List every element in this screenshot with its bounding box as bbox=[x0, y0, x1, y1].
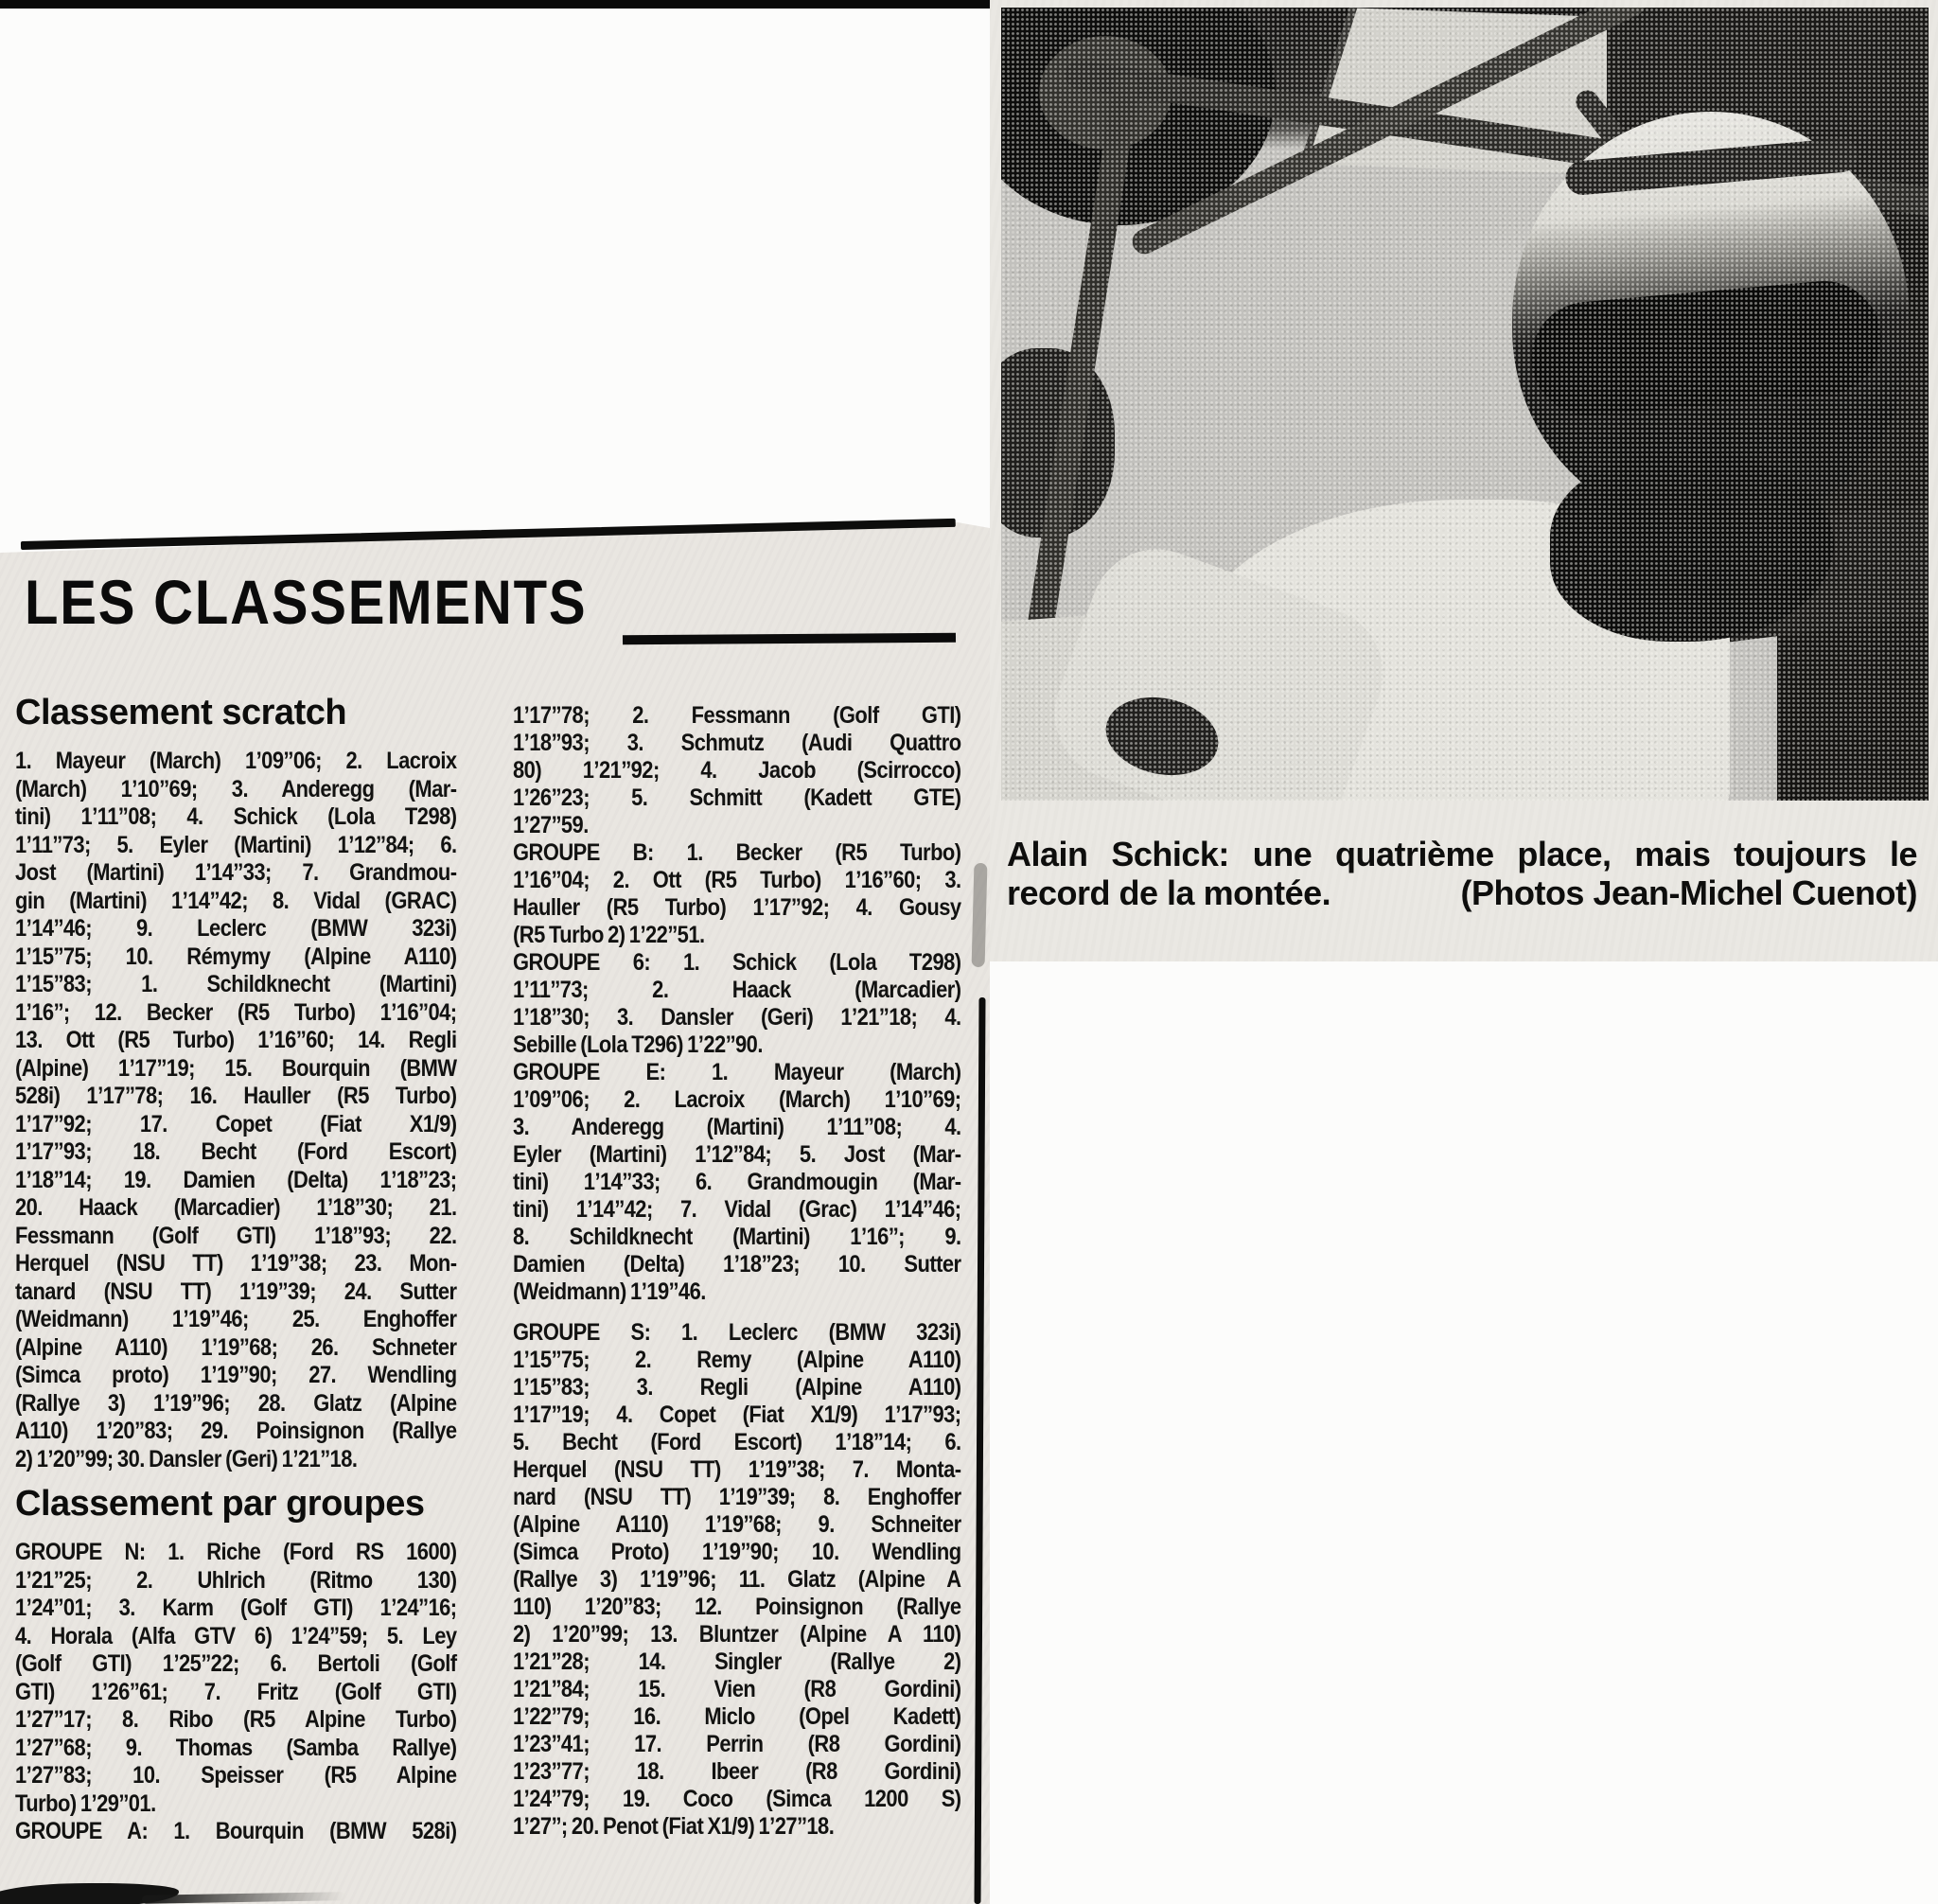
text-line: 80) 1’21’’92; 4. Jacob (Scirrocco) bbox=[513, 757, 961, 784]
text-line: Fessmann (Golf GTI) 1’18’’93; 22. bbox=[15, 1222, 457, 1249]
text-line: tini) 1’11’’08; 4. Schick (Lola T298) bbox=[15, 803, 457, 830]
text-line: 1’23’’41; 17. Perrin (R8 Gordini) bbox=[513, 1731, 961, 1757]
text-line: 1’18’’14; 19. Damien (Delta) 1’18’’23; bbox=[15, 1166, 457, 1193]
text-line: (Simca proto) 1’19’’90; 27. Wendling bbox=[15, 1362, 457, 1388]
text-line: Herquel (NSU TT) 1’19’’38; 7. Monta- bbox=[513, 1456, 961, 1483]
text-line: 2) 1’20’’99; 30. Dansler (Geri) 1’21’’18. bbox=[15, 1445, 358, 1472]
text-line: 1’26’’23; 5. Schmitt (Kadett GTE) bbox=[513, 785, 961, 811]
text-line: 3. Anderegg (Martini) 1’11’’08; 4. bbox=[513, 1114, 961, 1140]
text-line: 1’16’’; 12. Becker (R5 Turbo) 1’16’’04; bbox=[15, 998, 457, 1026]
text-line: (Alpine A110) 1’19’’68; 9. Schneiter bbox=[513, 1511, 961, 1538]
text-line: 1’11’’73; 2. Haack (Marcadier) bbox=[513, 977, 961, 1003]
text-line: 4. Horala (Alfa GTV 6) 1’24’’59; 5. Ley bbox=[15, 1622, 457, 1649]
text-line: 1. Mayeur (March) 1’09’’06; 2. Lacroix bbox=[15, 748, 457, 774]
text-line: (Alpine A110) 1’19’’68; 26. Schneter bbox=[15, 1333, 457, 1361]
text-line: 1’21’’25; 2. Uhlrich (Ritmo 130) bbox=[15, 1566, 457, 1594]
text-line: 1’09’’06; 2. Lacroix (March) 1’10’’69; bbox=[513, 1086, 961, 1113]
text-line: 528i) 1’17’’78; 16. Hauller (R5 Turbo) bbox=[15, 1083, 457, 1109]
text-line: GROUPE 6: 1. Schick (Lola T298) bbox=[513, 949, 961, 976]
text-line: Hauller (R5 Turbo) 1’17’’92; 4. Gousy bbox=[513, 894, 961, 921]
photo-halftone-texture bbox=[1001, 8, 1929, 801]
text-line: (Alpine) 1’17’’19; 15. Bourquin (BMW bbox=[15, 1054, 457, 1082]
text-line: tini) 1’14’’33; 6. Grandmougin (Mar- bbox=[513, 1169, 961, 1195]
text-line: Sebille (Lola T296) 1’22’’90. bbox=[513, 1031, 763, 1058]
text-line: (R5 Turbo 2) 1’22’’51. bbox=[513, 922, 705, 948]
text-line: 1’27’’17; 8. Ribo (R5 Alpine Turbo) bbox=[15, 1706, 457, 1733]
text-line: 1’22’’79; 16. Miclo (Opel Kadett) bbox=[513, 1703, 961, 1730]
text-line: Damien (Delta) 1’18’’23; 10. Sutter bbox=[513, 1251, 961, 1278]
text-line: (Rallye 3) 1’19’’96; 28. Glatz (Alpine bbox=[15, 1389, 457, 1417]
middle-column bbox=[513, 702, 961, 1841]
text-line: 1’27’’; 20. Penot (Fiat X1/9) 1’27’’18. bbox=[513, 1813, 835, 1840]
text-line: 110) 1’20’’83; 12. Poinsignon (Rallye bbox=[513, 1594, 961, 1620]
text-line: Jost (Martini) 1’14’’33; 7. Grandmou- bbox=[15, 859, 457, 886]
text-line: Eyler (Martini) 1’12’’84; 5. Jost (Mar- bbox=[513, 1141, 961, 1168]
text-line: 1’21’’84; 15. Vien (R8 Gordini) bbox=[513, 1676, 961, 1702]
text-line: 1’27’’68; 9. Thomas (Samba Rallye) bbox=[15, 1734, 457, 1761]
text-line: (Simca Proto) 1’19’’90; 10. Wendling bbox=[513, 1539, 961, 1565]
text-line: GTI) 1’26’’61; 7. Fritz (Golf GTI) bbox=[15, 1678, 457, 1705]
text-line: 1’21’’28; 14. Singler (Rallye 2) bbox=[513, 1648, 961, 1675]
photo-caption-text: record de la montée. bbox=[1007, 873, 1331, 912]
text-line: 1’15’’83; 3. Regli (Alpine A110) bbox=[513, 1374, 961, 1401]
scratch-results-text bbox=[15, 748, 457, 1473]
text-line: 1’18’’93; 3. Schmutz (Audi Quattro bbox=[513, 730, 961, 756]
text-line: 1’17’’92; 17. Copet (Fiat X1/9) bbox=[15, 1110, 457, 1137]
text-line: 20. Haack (Marcadier) 1’18’’30; 21. bbox=[15, 1194, 457, 1221]
text-line: A110) 1’20’’83; 29. Poinsignon (Rallye bbox=[15, 1418, 457, 1444]
text-line: 13. Ott (R5 Turbo) 1’16’’60; 14. Regli bbox=[15, 1027, 457, 1053]
photo-caption-line2 bbox=[1007, 873, 1917, 912]
text-line: 1’27’’59. bbox=[513, 812, 589, 838]
groupes-results-text-left bbox=[15, 1539, 457, 1846]
text-line: nard (NSU TT) 1’19’’39; 8. Enghoffer bbox=[513, 1484, 961, 1510]
text-line: (Weidmann) 1’19’’46; 25. Enghoffer bbox=[15, 1306, 457, 1332]
text-line: gin (Martini) 1’14’’42; 8. Vidal (GRAC) bbox=[15, 887, 457, 914]
text-line: GROUPE B: 1. Becker (R5 Turbo) bbox=[513, 839, 961, 866]
paper-fold-smudge bbox=[972, 863, 988, 967]
text-line: 1’24’’79; 19. Coco (Simca 1200 S) bbox=[513, 1786, 961, 1812]
heading-classement-scratch: Classement scratch bbox=[15, 693, 347, 732]
text-line: 8. Schildknecht (Martini) 1’16’’; 9. bbox=[513, 1224, 961, 1250]
section-masthead: LES CLASSEMENTS bbox=[25, 567, 588, 637]
text-line: 1’23’’77; 18. Ibeer (R8 Gordini) bbox=[513, 1758, 961, 1785]
text-line: (Golf GTI) 1’25’’22; 6. Bertoli (Golf bbox=[15, 1650, 457, 1677]
text-line: Turbo) 1’29’’01. bbox=[15, 1789, 156, 1817]
text-line: 1’15’’83; 1. Schildknecht (Martini) bbox=[15, 971, 457, 997]
text-line: 1’11’’73; 5. Eyler (Martini) 1’12’’84; 6. bbox=[15, 831, 457, 858]
photo-caption bbox=[1007, 835, 1917, 912]
heading-classement-par-groupes: Classement par groupes bbox=[15, 1484, 425, 1524]
text-line: 1’18’’30; 3. Dansler (Geri) 1’21’’18; 4. bbox=[513, 1004, 961, 1031]
text-line: 1’24’’01; 3. Karm (Golf GTI) 1’24’’16; bbox=[15, 1595, 457, 1621]
text-line: GROUPE N: 1. Riche (Ford RS 1600) bbox=[15, 1539, 457, 1565]
text-line: 1’15’’75; 10. Rémymy (Alpine A110) bbox=[15, 943, 457, 970]
photo-credit: (Photos Jean-Michel Cuenot) bbox=[1460, 873, 1917, 912]
text-line: GROUPE S: 1. Leclerc (BMW 323i) bbox=[513, 1319, 961, 1346]
text-line: 1’17’’19; 4. Copet (Fiat X1/9) 1’17’’93; bbox=[513, 1402, 961, 1428]
text-line: 1’14’’46; 9. Leclerc (BMW 323i) bbox=[15, 915, 457, 942]
text-line: Herquel (NSU TT) 1’19’’38; 23. Mon- bbox=[15, 1250, 457, 1277]
text-line: 1’15’’75; 2. Remy (Alpine A110) bbox=[513, 1347, 961, 1373]
text-line: tini) 1’14’’42; 7. Vidal (Grac) 1’14’’46; bbox=[513, 1196, 961, 1223]
text-line: (Rallye 3) 1’19’’96; 11. Glatz (Alpine A bbox=[513, 1566, 961, 1593]
text-line: (March) 1’10’’69; 3. Anderegg (Mar- bbox=[15, 775, 457, 802]
groupes-results-text-middle bbox=[513, 702, 961, 1306]
photo-caption-line1: Alain Schick: une quatrième place, mais toujours le bbox=[1007, 835, 1917, 873]
text-line: 2) 1’20’’99; 13. Bluntzer (Alpine A 110) bbox=[513, 1621, 961, 1648]
text-line: (Weidmann) 1’19’’46. bbox=[513, 1278, 706, 1305]
text-line: 1’17’’78; 2. Fessmann (Golf GTI) bbox=[513, 702, 961, 729]
text-line: GROUPE E: 1. Mayeur (March) bbox=[513, 1059, 961, 1085]
text-line: 1’27’’83; 10. Speisser (R5 Alpine bbox=[15, 1762, 457, 1789]
race-car-driver-photo bbox=[1001, 8, 1929, 801]
text-line: GROUPE A: 1. Bourquin (BMW 528i) bbox=[15, 1818, 457, 1844]
text-line: 1’16’’04; 2. Ott (R5 Turbo) 1’16’’60; 3. bbox=[513, 867, 961, 893]
text-line: 5. Becht (Ford Escort) 1’18’’14; 6. bbox=[513, 1429, 961, 1455]
text-line: 1’17’’93; 18. Becht (Ford Escort) bbox=[15, 1138, 457, 1165]
text-line: tanard (NSU TT) 1’19’’39; 24. Sutter bbox=[15, 1278, 457, 1305]
groupe-s-results-text bbox=[513, 1319, 961, 1841]
